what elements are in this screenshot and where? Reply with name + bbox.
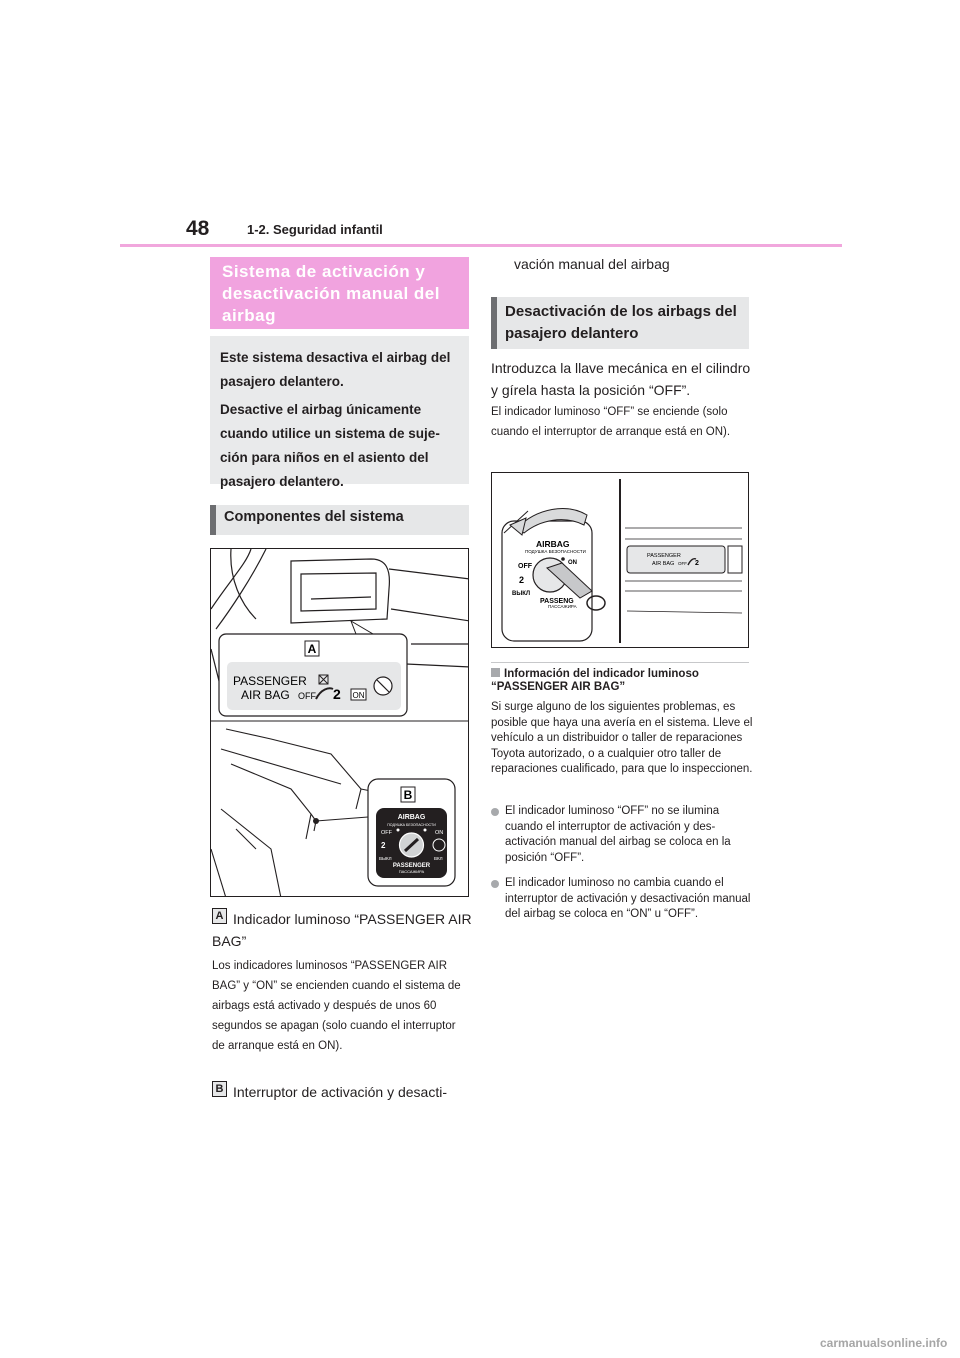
indicator-off-text: OFF: [678, 561, 687, 566]
airbag-text: AIRBAG: [536, 539, 570, 549]
list-item: [491, 876, 753, 923]
intro-box: [210, 336, 469, 489]
item-a-title: Indicador luminoso “PASSENGER AIR BAG”: [212, 911, 472, 949]
switch-passenger-ru-text: ПАССАЖИРА: [398, 869, 425, 874]
header-rule: [120, 244, 842, 247]
switch-icon-number: 2: [381, 841, 386, 850]
list-item-text: El indicador luminoso “OFF” no se ilumina cuando el interruptor de activación y desactivación manual del airbag se coloca en la posición “OFF”.: [505, 805, 731, 864]
instruction-paragraph: Introduzca la llave mecánica en el cilindro y gírela hasta la posición “OFF”.: [491, 360, 751, 398]
switch-off-text: OFF: [381, 830, 392, 836]
bullet-dot-icon: [491, 880, 499, 888]
off-ru-text: ВЫКЛ: [512, 591, 531, 597]
airbag-ru-text: ПОДУШКА БЕЗОПАСНОСТИ: [525, 549, 586, 554]
info-heading-text: Información del indicador luminoso “PASSENGER AIR BAG”: [491, 668, 699, 693]
switch-passenger-text: PASSENGER: [392, 863, 431, 869]
section-title: 1-2. Seguridad infantil: [247, 222, 383, 237]
passenger-text: PASSENG: [540, 598, 574, 605]
list-item-text: El indicador luminoso no cambia cuando el interruptor de activación y desactivación manual del airbag se coloca en “ON” u “OFF”.: [505, 877, 751, 920]
glovebox-lines: [211, 729, 371, 897]
key-turn-drawing: [492, 473, 749, 648]
off-text: OFF: [518, 563, 532, 570]
icon-number: 2: [519, 575, 525, 585]
switch-on-text: ON: [435, 830, 444, 836]
item-b-title-continued: vación manual del airbag: [514, 256, 670, 272]
dashboard-drawing: [211, 549, 469, 897]
intro-paragraph: Este sistema desactiva el airbag del pasajero delantero.: [220, 350, 451, 389]
components-illustration: [210, 548, 469, 897]
item-b-label: B: [212, 1081, 227, 1097]
square-bullet-icon: [491, 668, 500, 677]
main-heading: Sistema de activación y desactivación manual del airbag: [210, 257, 469, 329]
item-b-title: Interruptor de activación y desacti-: [233, 1084, 447, 1100]
panel-airbag-text: AIR BAG: [241, 688, 290, 702]
on-text: ON: [568, 560, 577, 566]
callout-label-b-text: B: [403, 788, 413, 802]
switch-airbag-ru-text: ПОДУШКА БЕЗОПАСНОСТИ: [387, 823, 436, 827]
deactivation-heading: Desactivación de los airbags del pasajero delantero: [491, 297, 749, 349]
panel-icon-number: 2: [333, 686, 341, 702]
indicator-airbag-text: AIR BAG: [652, 561, 675, 567]
indicator-note: El indicador luminoso “OFF” se enciende (solo cuando el interruptor de arranque está en ON).: [491, 406, 731, 438]
switch-off-ru-text: ВЫКЛ: [379, 856, 392, 861]
panel-off-text: OFF: [298, 691, 316, 701]
item-b: [212, 1081, 472, 1103]
switch-on-ru-text: ВКЛ: [434, 856, 443, 861]
item-a: [212, 908, 472, 952]
panel-passenger-text: PASSENGER: [233, 674, 307, 688]
airbag-on-icon: [374, 677, 392, 695]
indicator-icon-number: 2: [695, 560, 699, 567]
key-turn-illustration: [491, 472, 749, 648]
info-heading: [491, 668, 753, 694]
panel-on-text: ON: [352, 691, 365, 700]
info-divider: [491, 662, 749, 663]
indicator-display: [627, 546, 725, 573]
item-a-label: A: [212, 908, 227, 924]
page-number: 48: [186, 217, 210, 240]
item-a-description: Los indicadores luminosos “PASSENGER AIR BAG” y “ON” se encienden cuando el sistema de airbags está activado y después de unos 60 segundos se apagan (solo cuando el interruptor de arranque está en ON).: [212, 960, 461, 1052]
indicator-passenger-text: PASSENGER: [647, 553, 681, 559]
switch-airbag-text: AIRBAG: [397, 814, 426, 821]
watermark: carmanualsonline.info: [820, 1336, 948, 1350]
callout-label-a-text: A: [307, 642, 317, 656]
passenger-ru-text: ПАССАЖИРА: [548, 604, 577, 609]
components-heading: Componentes del sistema: [210, 505, 469, 535]
intro-paragraph: Desactive el airbag únicamente cuando utilice un sistema de sujeción para niños en el asiento del pasajero delantero.: [220, 402, 440, 489]
list-item: [491, 804, 753, 866]
bullet-dot-icon: [491, 808, 499, 816]
info-body: Si surge alguno de los siguientes problemas, es posible que haya una avería en el sistema. Lleve el vehículo a un distribuidor o taller de reparaciones Toyota autorizado, o a cualquier otro taller de reparaciones cualificado, para que lo inspeccionen.: [491, 701, 753, 775]
